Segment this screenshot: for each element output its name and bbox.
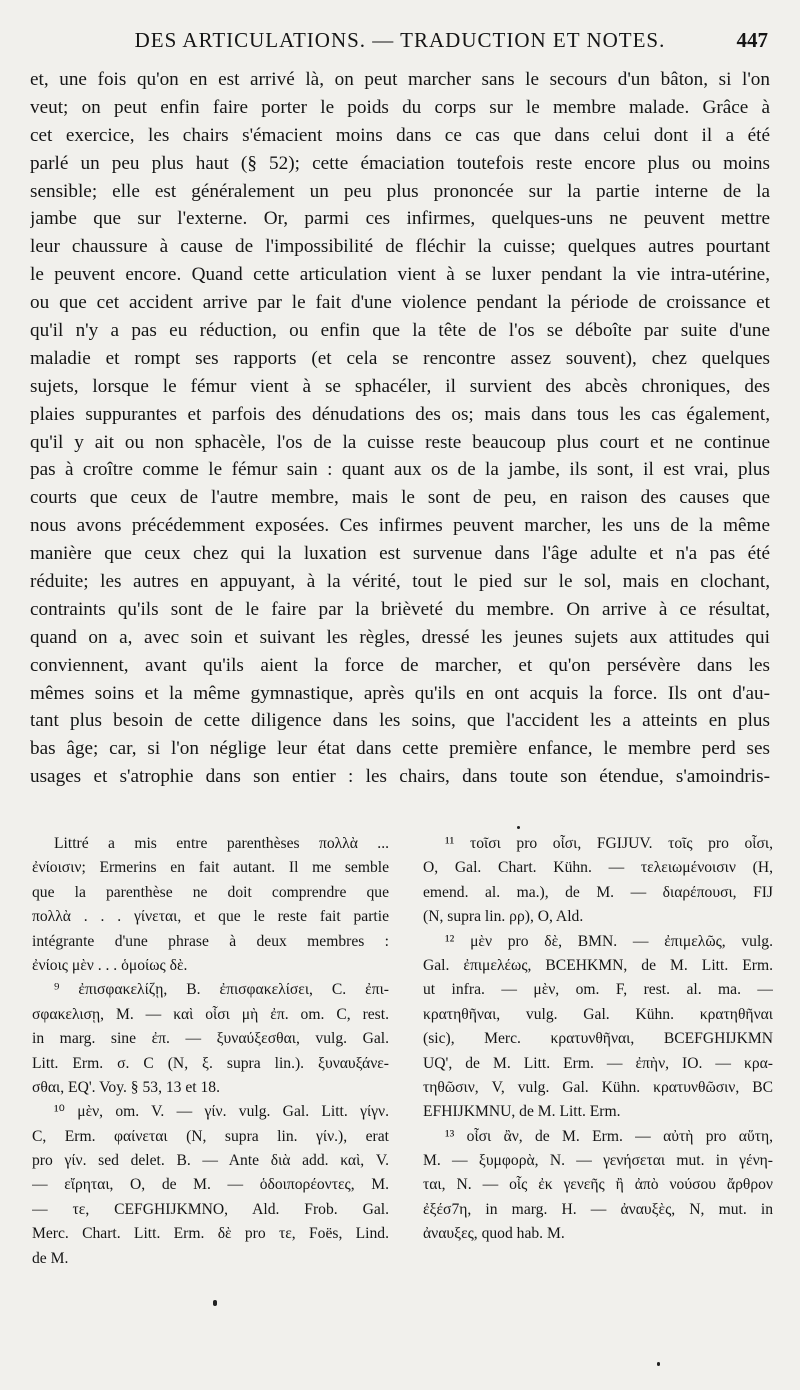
footnote-line: πολλὰ . . . γίνεται, et que le reste fait partie [32,908,389,926]
text-line: sujets, lorsque le fémur vient à se sphacéler, il survient des abcès chroniques, des [30,375,770,397]
text-line: courts que ceux de l'autre membre, mais le sont de peu, en raison des causes que [30,487,770,509]
footnote-line: σφακελισῃ, M. — καὶ οἷσι μὴ ἐπ. om. C, rest. [32,1005,389,1023]
footnote-line: ἀναυξες, quod hab. M. [423,1225,565,1243]
footnote-line: τηθῶσιν, V, vulg. Gal. Kühn. κρατυνθῶσιν, BC [423,1078,773,1096]
footnote-line: Gal. ἐπιμελέως, BCEHKMN, de M. Litt. Erm. [423,956,773,974]
footnotes-right-column [423,832,773,1247]
main-text [30,66,770,791]
text-line: contraints qu'ils sont de le faire par la brièveté du membre. On arrive à ce résultat, [30,598,770,620]
text-line: et, une fois qu'on en est arrivé là, on peut marcher sans le secours d'un bâton, si l'on [30,69,770,90]
footnote-line: ut infra. — μὲν, om. F, rest. al. ma. — [423,981,773,999]
footnote-line: ται, N. — οἷς ἐκ γενεῆς ἢ ἀπὸ νούσου ἄρθρον [423,1176,773,1194]
text-line: pas à croître comme le fémur sain : quant aux os de la jambe, ils sont, il est vrai, plus [30,459,770,481]
footnote-line: ¹² μὲν pro δὲ, BMN. — ἐπιμελῶς, vulg. [445,932,773,950]
text-line: qu'il y ait ou non sphacèle, l'os de la cuisse reste beaucoup plus court et ne continue [30,431,770,453]
footnote-line: ἐνίοισιν; Ermerins en fait autant. Il me semble [32,859,389,877]
page-number: 447 [736,28,768,52]
footnote-line: emend. al. ma.), de M. — διαρέπουσι, FIJ [423,883,773,901]
footnote-line: ἐνίοις μὲν . . . ὁμοίως δὲ. [32,956,188,974]
text-line: mêmes soins et la même gymnastique, après qu'ils en ont acquis la force. Ils ont d'au- [30,682,770,704]
text-line: réduite; les autres en appuyant, à la vérité, tout le pied sur le sol, mais en clochant, [30,571,770,593]
ink-speck [213,1300,217,1306]
text-line: veut; on peut enfin faire porter le poids du corps sur le membre malade. Grâce à [30,96,770,118]
footnote-line: ¹³ οἷσι ἂν, de M. Erm. — αὐτὴ pro αὕτη, [445,1127,773,1145]
page-header [30,28,770,60]
text-line: nous avons précédemment exposées. Ces infirmes peuvent marcher, les uns de la même [30,515,770,537]
footnote-line: Merc. Chart. Litt. Erm. δὲ pro τε, Foës, Lind. [32,1225,389,1243]
footnote-line: σθαι, EQ'. Voy. § 53, 13 et 18. [32,1078,220,1096]
footnote-line: (N, supra lin. ρρ), O, Ald. [423,908,584,926]
footnote-line: ¹¹ τοῖσι pro οἷσι, FGIJUV. τοῖς pro οἷσι, [445,835,773,852]
text-line: parlé un peu plus haut (§ 52); cette émaciation toutefois reste encore plus ou moins [30,152,770,174]
footnote-line: ¹⁰ μὲν, om. V. — γίν. vulg. Gal. Litt. γίγν. [54,1103,389,1121]
footnote-line: κρατηθῆναι, vulg. Gal. Kühn. κρατηθῆναι [423,1005,773,1023]
running-head: DES ARTICULATIONS. — TRADUCTION ET NOTES. [134,28,666,52]
footnotes-left-column [32,832,389,1271]
text-line: qu'il n'y a pas eu réduction, ou enfin que la tête de l'os se déboîte par suite d'une [30,320,770,342]
text-line: jambe que sur l'externe. Or, parmi ces infirmes, quelques-uns ne peuvent mettre [30,208,770,230]
footnote-line: EFHIJKMNU, de M. Litt. Erm. [423,1103,621,1121]
text-line: tant plus besoin de cette diligence dans les soins, que l'accident les a atteints en plus [30,710,770,732]
text-line: plaies suppurantes et parfois des dénudations des os; mais dans tous les cas également, [30,403,770,425]
text-line: ou que cet accident arrive par le fait d'une violence pendant la période de croissance et [30,292,770,314]
text-line: manière que ceux chez qui la luxation est survenue dans l'âge adulte et n'a pas été [30,543,770,565]
footnote-line: que la parenthèse ne doit comprendre que [32,883,389,901]
text-line: maladie et rompt ses rapports (et cela se rencontre assez souvent), chez quelques [30,347,770,369]
text-line: usages et s'atrophie dans son entier : les chairs, dans toute son étendue, s'amoindris- [30,766,770,788]
footnote-line: ⁹ ἐπισφακελίζῃ, B. ἐπισφακελίσει, C. ἐπι- [54,981,389,999]
footnote-line: O, Gal. Chart. Kühn. — τελειωμένοισιν (H, [423,859,773,877]
footnote-line: (sic), Merc. κρατυνθῆναι, BCEFGHIJKMN [423,1030,773,1048]
ink-speck [657,1362,660,1366]
footnote-line: M. — ξυμφορὰ, N. — γενήσεται mut. in γένη- [423,1152,773,1170]
footnote-line: Litt. Erm. σ. C (N, ξ. supra lin.). ξυναυξάνε- [32,1054,389,1072]
text-line: bas âge; car, si l'on néglige leur état dans cette première enfance, le membre perd ses [30,738,770,760]
footnote-line: C, Erm. φαίνεται (N, supra lin. γίν.), erat [32,1127,389,1145]
text-line: quand on a, avec soin et suivant les règles, dressé les jeunes sujets aux attitudes qui [30,626,770,648]
footnote-line: — τε, CEFGHIJKMNO, Ald. Frob. Gal. [32,1200,389,1218]
text-line: cet exercice, les chairs s'émacient moins dans ce cas que dans celui dont il a été [30,124,770,146]
footnote-line: in marg. sine ἐπ. — ξυναύξεσθαι, vulg. Gal. [32,1030,389,1048]
text-line: conviennent, avant qu'ils aient la force de marcher, et qu'on persévère dans les [30,654,770,676]
footnote-line: Littré a mis entre parenthèses πολλὰ ... [54,835,389,852]
text-line: le peuvent encore. Quand cette articulation vient à se luxer pendant la vie intra-utérine, [30,264,770,286]
text-line: sensible; elle est généralement un peu plus prononcée sur la partie interne de la [30,180,770,202]
footnote-line: de M. [32,1249,69,1267]
footnote-line: pro γίν. sed delet. B. — Ante διὰ add. καὶ, V. [32,1152,389,1170]
text-line: leur chaussure à cause de l'impossibilité de fléchir la cuisse; quelques autres pourtant [30,236,770,258]
footnote-line: ἐξέσ7η, in marg. H. — ἀναυξὲς, N, mut. in [423,1200,773,1218]
footnote-line: — εἴρηται, O, de M. — ὁδοιπορέοντες, M. [32,1176,389,1194]
ink-speck [517,826,520,829]
footnote-line: intégrante d'une phrase à deux membres : [32,932,389,950]
footnote-line: UQ', de M. Litt. Erm. — ἐπὴν, IO. — κρα- [423,1054,773,1072]
